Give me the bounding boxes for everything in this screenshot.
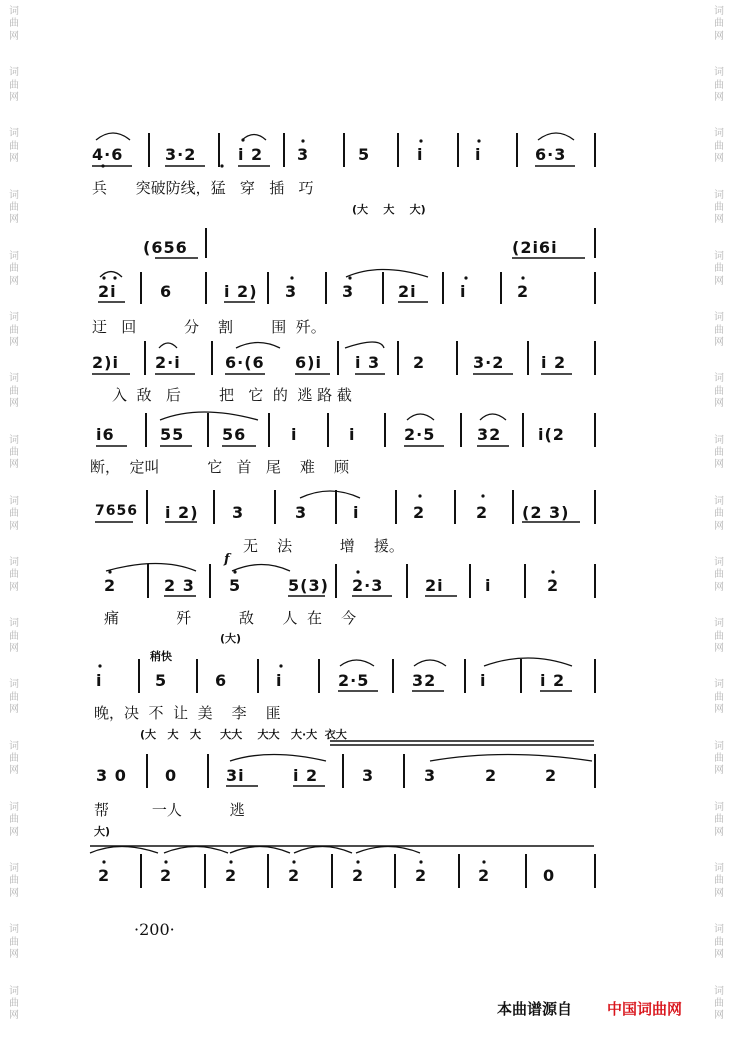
note-group: 5 [358, 145, 371, 164]
watermark-char: 网 [9, 520, 19, 532]
note-group: 3 [297, 145, 310, 164]
note-group: 2 [104, 576, 117, 595]
note-group: 2 [352, 866, 365, 885]
note-group: i 2 [540, 671, 566, 690]
watermark-char: 词 [714, 495, 724, 507]
lyric-line: 晚，决 不 让 美 李 匪 [94, 704, 281, 722]
note-group: i 2) [224, 282, 258, 301]
watermark-char: 词 [714, 434, 724, 446]
watermark-char: 曲 [714, 875, 724, 887]
watermark-char: 曲 [9, 202, 19, 214]
note-group: i [485, 576, 492, 595]
watermark-char: 曲 [9, 385, 19, 397]
watermark-char: 曲 [714, 630, 724, 642]
note-group: 2 [225, 866, 238, 885]
watermark-char: 词 [714, 128, 724, 140]
watermark-char: 曲 [714, 508, 724, 520]
watermark-char: 曲 [714, 385, 724, 397]
page-number: ·200· [134, 920, 175, 939]
watermark-char: 曲 [9, 997, 19, 1009]
watermark-char: 网 [714, 398, 724, 410]
watermark-char: 曲 [9, 814, 19, 826]
note-group: 32 [412, 671, 437, 690]
watermark-char: 网 [9, 30, 19, 42]
watermark-char: 曲 [9, 324, 19, 336]
watermark-char: 网 [9, 1010, 19, 1022]
note-group: 3i [226, 766, 245, 785]
note-group: 2 [547, 576, 560, 595]
watermark-char: 曲 [714, 997, 724, 1009]
watermark-char: 曲 [714, 18, 724, 30]
note-group: 6 [160, 282, 173, 301]
watermark-char: 曲 [9, 569, 19, 581]
watermark-char: 网 [714, 643, 724, 654]
note-group: 2 [288, 866, 301, 885]
note-group: 5(3) [288, 576, 329, 595]
note-group: 2 [413, 353, 426, 372]
watermark-char: 网 [9, 643, 19, 654]
watermark-char: 网 [9, 153, 19, 165]
note-group: i [460, 282, 467, 301]
watermark-char: 词 [9, 6, 19, 17]
watermark-char: 网 [714, 92, 724, 104]
note-group: 2 [415, 866, 428, 885]
watermark-char: 网 [714, 949, 724, 961]
watermark-char: 词 [714, 618, 724, 630]
note-group: 56 [222, 425, 247, 444]
watermark-char: 网 [714, 153, 724, 165]
note-group: 3·2 [473, 353, 505, 372]
note-group: 2i [425, 576, 444, 595]
watermark-char: 词 [9, 556, 19, 568]
watermark-char: 词 [714, 740, 724, 752]
note-group: i [417, 145, 424, 164]
note-group: 2 [98, 866, 111, 885]
watermark-char: 曲 [714, 263, 724, 275]
watermark-char: 曲 [9, 79, 19, 91]
watermark-char: 曲 [714, 753, 724, 765]
watermark-char: 曲 [714, 936, 724, 948]
note-group: 5 [155, 671, 168, 690]
note-group: 6·(6 [225, 353, 265, 372]
note-group: (2 3) [522, 503, 570, 522]
lyric-line: 帮 一人 逃 [94, 801, 245, 819]
watermark-char: 词 [714, 6, 724, 17]
note-group: 2 [517, 282, 530, 301]
note-group: i6 [96, 425, 115, 444]
watermark-char: 网 [714, 214, 724, 226]
watermark-char: 网 [714, 765, 724, 777]
watermark-char: 词 [714, 801, 724, 813]
watermark-char: 网 [714, 336, 724, 348]
watermark-char: 曲 [9, 18, 19, 30]
note-group: 55 [160, 425, 185, 444]
watermark-char: 词 [714, 189, 724, 201]
percussion-line: 大) [94, 825, 111, 838]
watermark-char: 网 [714, 887, 724, 899]
intro-notes: (656 [143, 238, 188, 257]
watermark-char: 曲 [714, 446, 724, 458]
watermark-char: 词 [714, 250, 724, 262]
watermark-char: 曲 [9, 508, 19, 520]
note-group: 2 [478, 866, 491, 885]
note-group: i [475, 145, 482, 164]
note-group: 2·5 [404, 425, 436, 444]
note-group: 3 [362, 766, 375, 785]
watermark-char: 网 [9, 949, 19, 961]
watermark-char: 词 [9, 924, 19, 936]
note-group: 32 [477, 425, 502, 444]
watermark-char: 网 [714, 520, 724, 532]
note-group: 4·6 [92, 145, 124, 164]
note-group: i(2 [538, 425, 565, 444]
watermark-char: 曲 [714, 569, 724, 581]
watermark-char: 词 [714, 556, 724, 568]
watermark-char: 词 [9, 985, 19, 997]
watermark-char: 词 [9, 67, 19, 79]
watermark-char: 网 [9, 887, 19, 899]
dynamic-forte: f [224, 552, 230, 567]
watermark-char: 网 [9, 275, 19, 287]
watermark-char: 网 [714, 30, 724, 42]
watermark-char: 词 [9, 863, 19, 875]
note-group: 3 [285, 282, 298, 301]
watermark-char: 词 [9, 189, 19, 201]
watermark-char: 网 [714, 275, 724, 287]
note-group: i 2) [165, 503, 199, 522]
watermark-char: 曲 [714, 814, 724, 826]
watermark-char: 曲 [714, 324, 724, 336]
watermark-char: 网 [714, 1010, 724, 1022]
lyric-line: 断， 定叫 它 首 尾 难 顾 [90, 458, 349, 476]
note-group: 2 [413, 503, 426, 522]
watermark-char: 网 [9, 704, 19, 716]
note-group: 2·3 [352, 576, 384, 595]
watermark-char: 曲 [9, 936, 19, 948]
note-group: 2 [545, 766, 558, 785]
watermark-char: 词 [9, 312, 19, 324]
note-group: i [353, 503, 360, 522]
note-group: i 2 [541, 353, 567, 372]
footer-source-label: 本曲谱源自 [497, 1000, 573, 1018]
note-group: 2 [476, 503, 489, 522]
watermark-char: 网 [9, 459, 19, 471]
watermark-char: 网 [714, 581, 724, 593]
note-group: 2 3 [164, 576, 195, 595]
watermark-char: 词 [9, 250, 19, 262]
watermark-char: 网 [714, 459, 724, 471]
watermark-char: 词 [714, 312, 724, 324]
watermark-char: 网 [9, 581, 19, 593]
watermark-char: 词 [9, 618, 19, 630]
intro-notes: (2i6i [512, 238, 558, 257]
note-group: 3 0 [96, 766, 127, 785]
watermark-char: 词 [9, 495, 19, 507]
watermark-char: 网 [9, 765, 19, 777]
note-group: 3·2 [165, 145, 197, 164]
watermark-char: 词 [9, 801, 19, 813]
footer-site-name[interactable]: 中国词曲网 [607, 1000, 683, 1018]
note-group: 0 [543, 866, 556, 885]
watermark-char: 词 [9, 679, 19, 691]
percussion-line: (大) [220, 632, 242, 645]
watermark-char: 曲 [714, 691, 724, 703]
watermark-char: 词 [714, 679, 724, 691]
watermark-char: 曲 [714, 140, 724, 152]
note-group: i [291, 425, 298, 444]
note-group: i [349, 425, 356, 444]
watermark-char: 网 [714, 826, 724, 838]
watermark-char: 网 [714, 704, 724, 716]
note-group: i [276, 671, 283, 690]
note-group: 3 [295, 503, 308, 522]
note-group: 3 [342, 282, 355, 301]
watermark-char: 网 [9, 214, 19, 226]
note-group: 2 [485, 766, 498, 785]
watermark-char: 词 [714, 863, 724, 875]
watermark-char: 网 [9, 398, 19, 410]
percussion-line: (大 大 大) [352, 203, 426, 216]
note-group: i [480, 671, 487, 690]
note-group: 7656 [95, 503, 138, 519]
note-group: 3 [424, 766, 437, 785]
watermark-char: 曲 [9, 263, 19, 275]
watermark-char: 词 [9, 434, 19, 446]
lyric-line: 迂 回 分 割 围 歼。 [92, 318, 326, 336]
lyric-line: 入 敌 后 把 它 的 逃 路 截 [112, 386, 352, 404]
note-group: 2 [160, 866, 173, 885]
watermark-char: 网 [9, 826, 19, 838]
watermark-char: 词 [714, 67, 724, 79]
lyric-line: 兵 突破防线，猛 穿 插 巧 [92, 179, 314, 197]
note-group: i 2 [293, 766, 319, 785]
watermark-char: 词 [9, 373, 19, 385]
lyric-line: 痛 歼 敌 人 在 今 [104, 609, 357, 627]
note-group: 3 [232, 503, 245, 522]
watermark-char: 曲 [9, 691, 19, 703]
watermark-char: 曲 [714, 79, 724, 91]
note-group: 2)i [92, 353, 119, 372]
watermark-char: 曲 [9, 753, 19, 765]
note-group: i 3 [355, 353, 381, 372]
watermark-char: 曲 [9, 630, 19, 642]
note-group: 6·3 [535, 145, 567, 164]
watermark-char: 词 [714, 924, 724, 936]
watermark-char: 词 [9, 740, 19, 752]
lyric-line: 无 法 增 援。 [243, 537, 404, 555]
tempo-marking: 稍快 [150, 650, 172, 663]
note-group: 6 [215, 671, 228, 690]
note-group: 2·5 [338, 671, 370, 690]
watermark-char: 词 [714, 985, 724, 997]
watermark-char: 曲 [714, 202, 724, 214]
note-group: 2·i [155, 353, 181, 372]
note-group: i 2 [238, 145, 264, 164]
note-group: 6)i [295, 353, 322, 372]
note-group: 5 [229, 576, 242, 595]
watermark-char: 词 [714, 373, 724, 385]
note-group: 2i [98, 282, 117, 301]
note-group: 2i [398, 282, 417, 301]
percussion-line: (大 大 大 大大 大大 大·大 衣大 [140, 728, 347, 741]
note-group: 0 [165, 766, 178, 785]
watermark-char: 网 [9, 336, 19, 348]
watermark-char: 曲 [9, 446, 19, 458]
note-group: i [96, 671, 103, 690]
watermark-char: 词 [9, 128, 19, 140]
watermark-char: 曲 [9, 875, 19, 887]
watermark-char: 网 [9, 92, 19, 104]
watermark-char: 曲 [9, 140, 19, 152]
